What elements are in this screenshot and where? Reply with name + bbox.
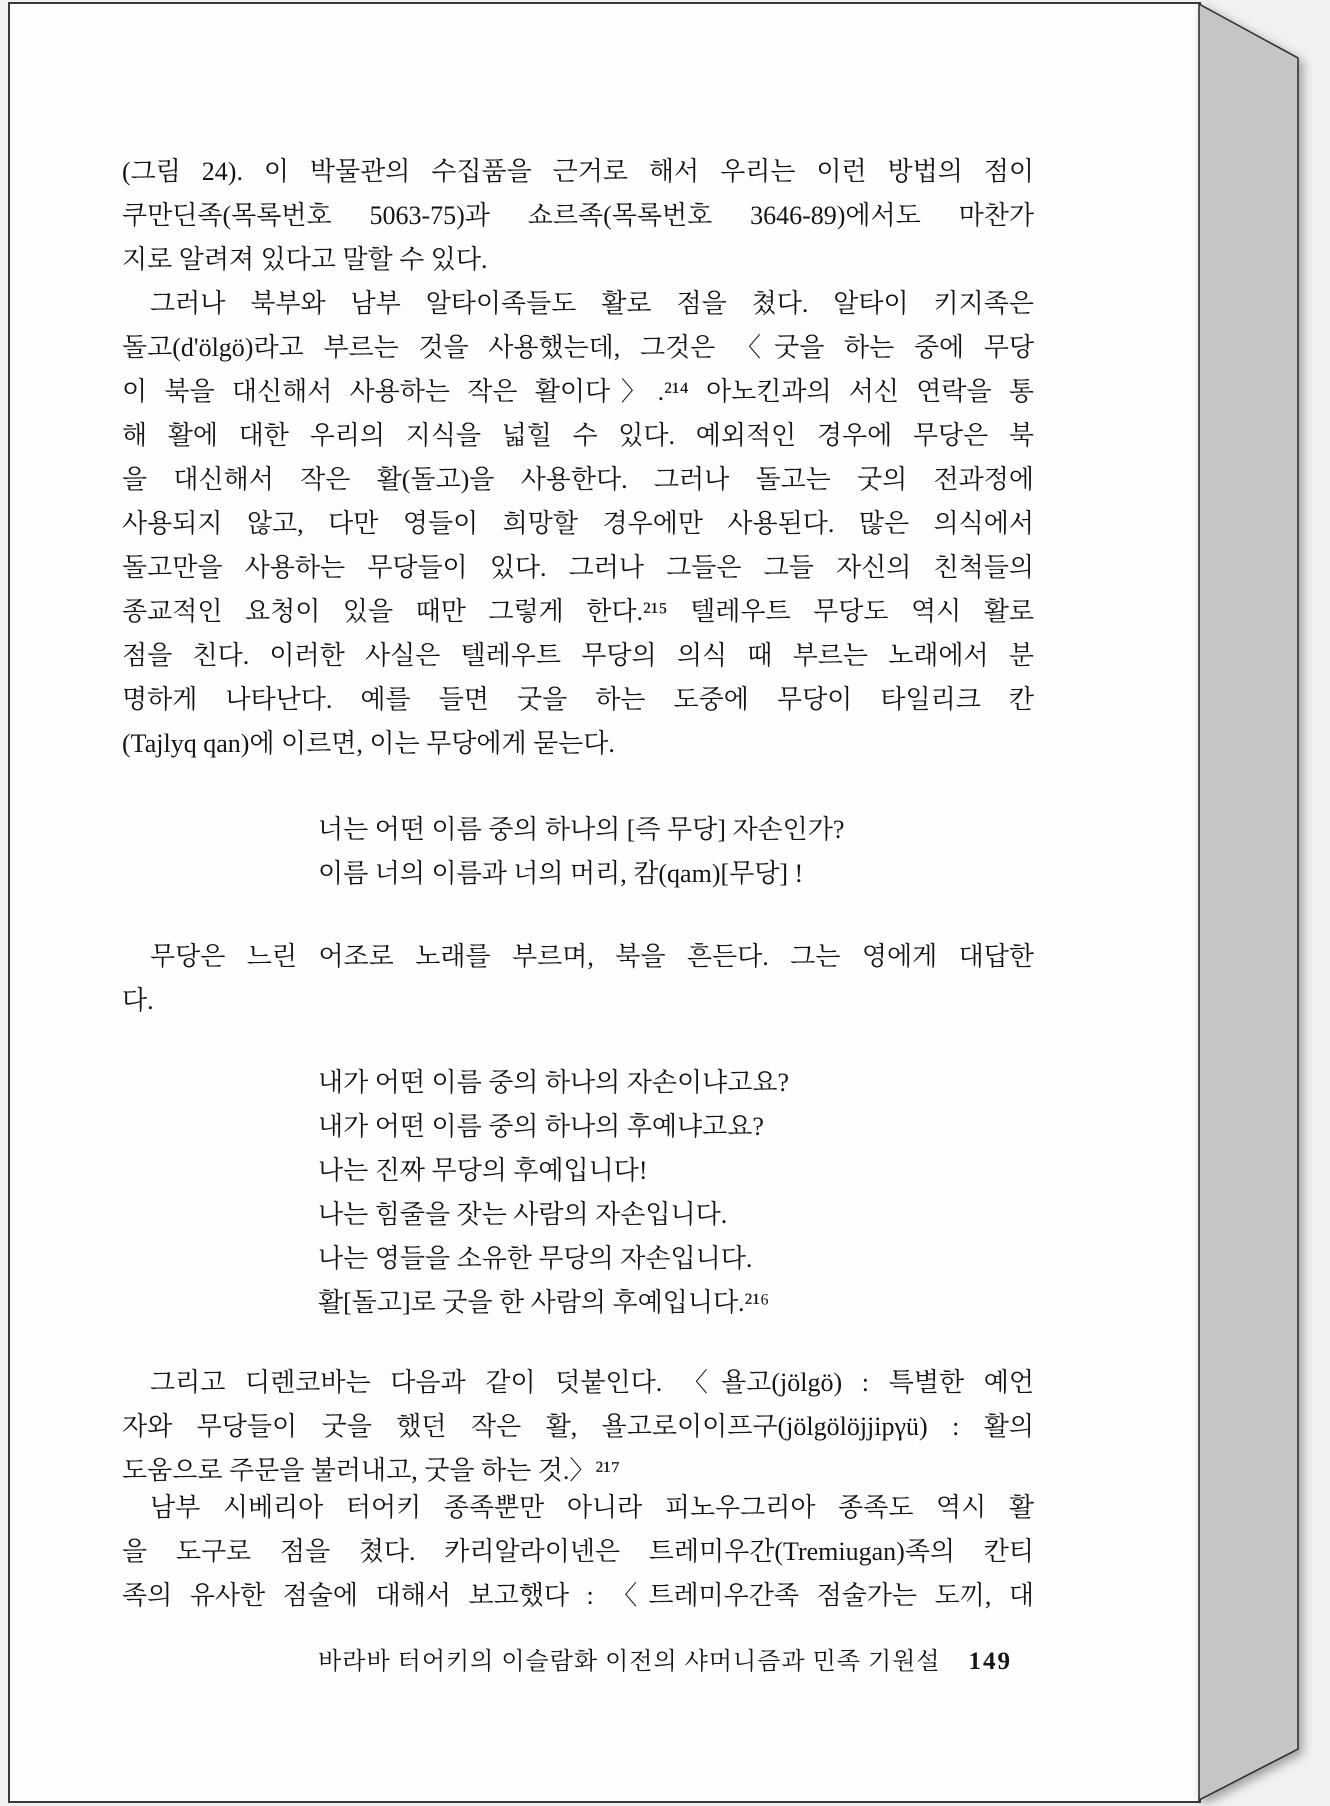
body-text-line: 점을 친다. 이러한 사실은 텔레우트 무당의 의식 때 부르는 노래에서 분 xyxy=(122,641,1034,670)
body-text-line: 자와 무당들이 굿을 했던 작은 활, 욜고로이이프구(jölgölöjjipγü) : 활의 xyxy=(122,1412,1034,1441)
paragraph-dyrenkova xyxy=(122,1361,1034,1493)
body-text-line: 그리고 디렌코바는 다음과 같이 덧붙인다. 〈욜고(jölgö) : 특별한 예언 xyxy=(150,1368,1034,1397)
page-number: 149 xyxy=(968,1648,1012,1675)
verse-line: 활[돌고]로 굿을 한 사람의 후예입니다.²¹⁶ xyxy=(318,1288,770,1317)
running-title: 바라바 터어키의 이슬람화 이전의 샤머니즘과 민족 기원설 xyxy=(318,1649,941,1675)
verse-line: 나는 진짜 무당의 후예입니다! xyxy=(318,1156,648,1185)
body-text-line: 을 대신해서 작은 활(돌고)을 사용한다. 그러나 돌고는 굿의 전과정에 xyxy=(122,465,1034,494)
body-text-line: 을 도구로 점을 쳤다. 카리알라이넨은 트레미우간(Tremiugan)족의 칸티 xyxy=(122,1537,1034,1566)
page-footer xyxy=(122,1641,1012,1676)
body-text-line: 돌고(d'ölgö)라고 부르는 것을 사용했는데, 그것은 〈굿을 하는 중에 무당 xyxy=(122,333,1034,362)
body-text-line: (Tajlyq qan)에 이르면, 이는 무당에게 묻는다. xyxy=(122,729,615,758)
paragraph-finno-ugric xyxy=(122,1486,1034,1618)
verse-block-answer xyxy=(318,1061,789,1325)
body-text-line: 해 활에 대한 우리의 지식을 넓힐 수 있다. 예외적인 경우에 무당은 북 xyxy=(122,421,1034,450)
verse-line: 나는 힘줄을 잣는 사람의 자손입니다. xyxy=(318,1200,728,1229)
body-text-line: 이 북을 대신해서 사용하는 작은 활이다〉.²¹⁴ 아노킨과의 서신 연락을 통 xyxy=(122,377,1034,406)
body-text-line: 그러나 북부와 남부 알타이족들도 활로 점을 쳤다. 알타이 키지족은 xyxy=(150,289,1034,318)
body-text-line: 돌고만을 사용하는 무당들이 있다. 그러나 그들은 그들 자신의 친척들의 xyxy=(122,553,1034,582)
verse-line: 나는 영들을 소유한 무당의 자손입니다. xyxy=(318,1244,753,1273)
verse-line: 너는 어떤 이름 중의 하나의 [즉 무당] 자손인가? xyxy=(318,815,845,844)
body-text-line: 족의 유사한 점술에 대해서 보고했다 : 〈트레미우간족 점술가는 도끼, 대 xyxy=(122,1581,1034,1610)
body-text-line: 도움으로 주문을 불러내고, 굿을 하는 것.〉²¹⁷ xyxy=(122,1456,621,1485)
body-text-line: 쿠만딘족(목록번호 5063-75)과 쇼르족(목록번호 3646-89)에서도 마찬가 xyxy=(122,201,1034,230)
body-text-line: 남부 시베리아 터어키 종족뿐만 아니라 피노우그리아 종족도 역시 활 xyxy=(150,1493,1034,1522)
body-text-line: 명하게 나타난다. 예를 들면 굿을 하는 도중에 무당이 타일리크 칸 xyxy=(122,685,1034,714)
body-text-line: 다. xyxy=(122,986,154,1015)
paragraph-answer-intro xyxy=(122,935,1034,1023)
main-text-block xyxy=(122,150,1034,766)
verse-line: 내가 어떤 이름 중의 하나의 자손이냐고요? xyxy=(318,1068,790,1097)
body-text-line: 사용되지 않고, 다만 영들이 희망할 경우에만 사용된다. 많은 의식에서 xyxy=(122,509,1034,538)
verse-block-question xyxy=(318,808,844,896)
verse-line: 내가 어떤 이름 중의 하나의 후예냐고요? xyxy=(318,1112,764,1141)
body-text-line: 종교적인 요청이 있을 때만 그렇게 한다.²¹⁵ 텔레우트 무당도 역시 활로 xyxy=(122,597,1034,626)
verse-line: 이름 너의 이름과 너의 머리, 캄(qam)[무당] ! xyxy=(318,859,804,888)
body-text-line: 지로 알려져 있다고 말할 수 있다. xyxy=(122,245,488,274)
body-text-line: (그림 24). 이 박물관의 수집품을 근거로 해서 우리는 이런 방법의 점이 xyxy=(122,157,1034,186)
body-text-line: 무당은 느린 어조로 노래를 부르며, 북을 흔든다. 그는 영에게 대답한 xyxy=(150,942,1034,971)
